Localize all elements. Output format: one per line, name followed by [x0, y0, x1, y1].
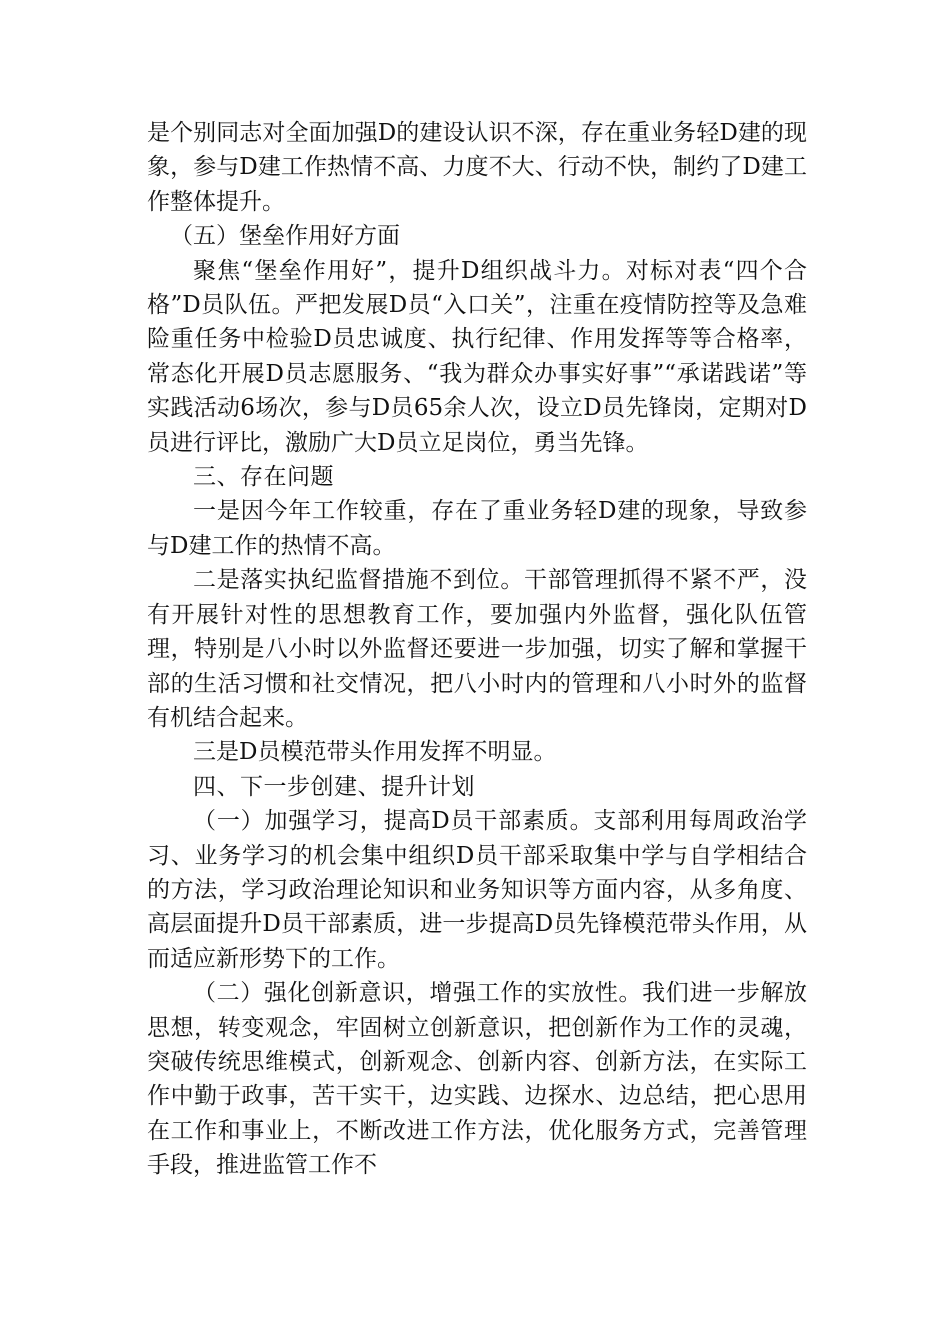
section-heading-problems: 三、存在问题: [193, 464, 334, 491]
paragraph-continuation: 是个别同志对全面加强D的建设认识不深，存在重业务轻D建的现象，参与D建工作热情不高、力度不大、行动不快，制约了D建工作整体提升。: [147, 120, 807, 215]
paragraph-plan-1: （一）加强学习，提高D员干部素质。支部利用每周政治学习、业务学习的机会集中组织D员干部采取集中学与自学相结合的方法，学习政治理论知识和业务知识等方面内容，从多角度、高层面提升D员干部素质，进一步提高D员先锋模范带头作用，从而适应新形势下的工作。: [147, 808, 807, 972]
paragraph-bastion-role: 聚焦“堡垒作用好”，提升D组织战斗力。对标对表“四个合格”D员队伍。严把发展D员“入口关”，注重在疫情防控等及急难险重任务中检验D员忠诚度、执行纪律、作用发挥等等合格率，常态化开展D员志愿服务、“我为群众办事实好事”“承诺践诺”等实践活动6场次，参与D员65余人次，设立D员先锋岗，定期对D员进行评比，激励广大D员立足岗位，勇当先锋。: [147, 257, 807, 456]
paragraph-problem-2: 二是落实执纪监督措施不到位。干部管理抓得不紧不严，没有开展针对性的思想教育工作，要加强内外监督，强化队伍管理，特别是八小时以外监督还要进一步加强，切实了解和掌握干部的生活习惯和社交情况，把八小时内的管理和八小时外的监督有机结合起来。: [147, 567, 807, 731]
paragraph-problem-3: 三是D员模范带头作用发挥不明显。: [193, 739, 557, 766]
section-heading-next-steps: 四、下一步创建、提升计划: [193, 773, 475, 800]
paragraph-problem-1: 一是因今年工作较重，存在了重业务轻D建的现象，导致参与D建工作的热情不高。: [147, 498, 807, 559]
paragraph-plan-2: （二）强化创新意识，增强工作的实放性。我们进一步解放思想，转变观念，牢固树立创新意识，把创新作为工作的灵魂，突破传统思维模式，创新观念、创新内容、创新方法，在实际工作中勤于政事，苦干实干，边实践、边探水、边总结，把心思用在工作和事业上，不断改进工作方法，优化服务方式，完善管理手段，推进监管工作不: [147, 980, 807, 1179]
section-subheading-bastion: （五）堡垒作用好方面: [170, 223, 400, 250]
document-body: [147, 116, 807, 1183]
